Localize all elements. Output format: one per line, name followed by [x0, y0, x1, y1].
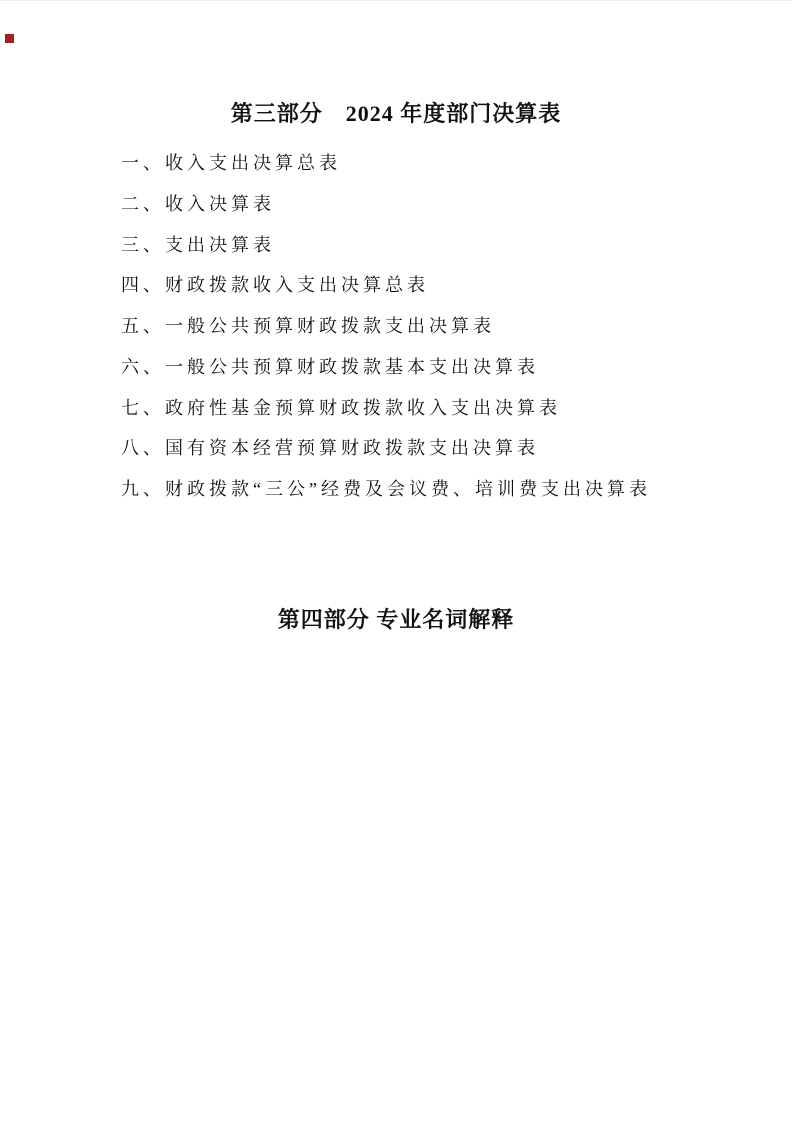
part4-title: 第四部分 专业名词解释	[277, 606, 515, 632]
toc-item-1: 一、收入支出决算总表	[121, 153, 341, 173]
toc-list	[0, 143, 792, 510]
toc-item-5: 五、一般公共预算财政拨款支出决算表	[121, 316, 495, 336]
toc-item-9: 九、财政拨款“三公”经费及会议费、培训费支出决算表	[121, 479, 651, 499]
toc-item-3: 三、支出决算表	[121, 234, 275, 255]
toc-item-6: 六、一般公共预算财政拨款基本支出决算表	[121, 356, 539, 377]
red-corner-mark	[5, 34, 14, 43]
toc-item-7: 七、政府性基金预算财政拨款收入支出决算表	[121, 397, 561, 418]
part3-title: 第三部分 2024 年度部门决算表	[230, 101, 562, 126]
toc-item-4: 四、财政拨款收入支出决算总表	[121, 275, 429, 296]
toc-item-2: 二、收入决算表	[121, 193, 275, 214]
toc-item-8: 八、国有资本经营预算财政拨款支出决算表	[121, 438, 539, 459]
